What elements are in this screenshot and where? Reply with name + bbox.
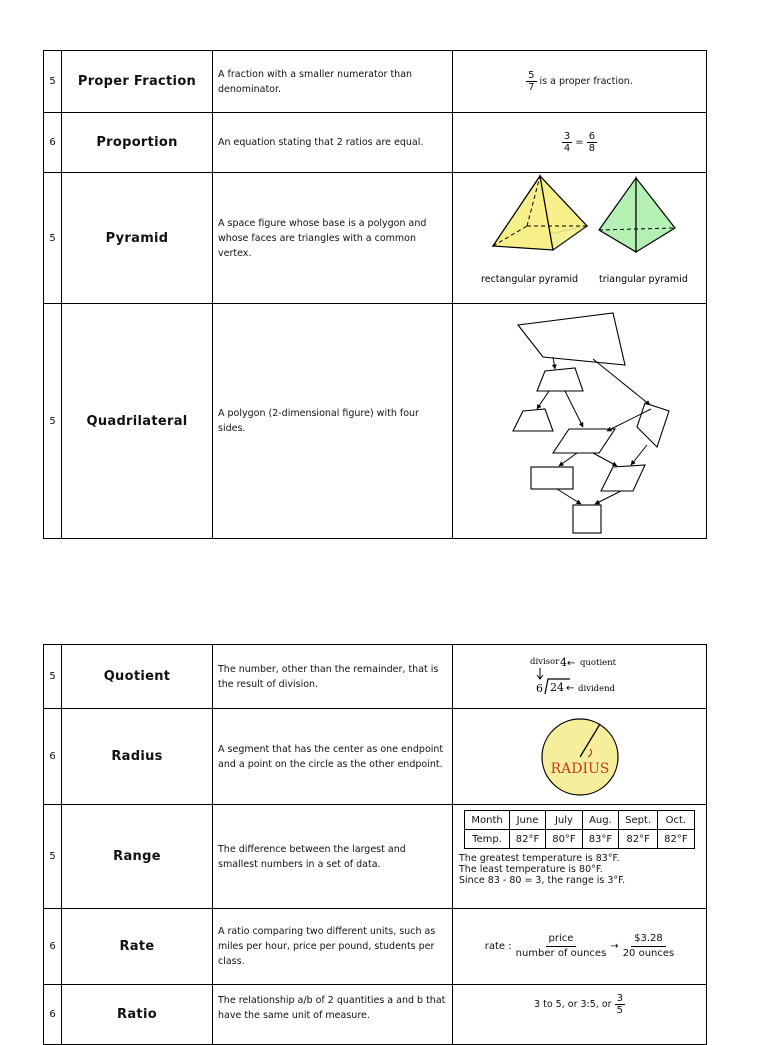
trapezoid-small-shape [513, 409, 553, 431]
equals-sign: = [575, 137, 584, 148]
example-cell [453, 304, 707, 539]
example-cell [453, 173, 707, 304]
table-cell: Sept. [619, 811, 658, 830]
table-row [44, 909, 707, 985]
temperature-table [464, 810, 694, 849]
table-cell: 80°F [546, 830, 582, 849]
radius-label: RADIUS [550, 760, 609, 777]
grade-cell: 6 [44, 113, 62, 173]
term-cell: Range [62, 805, 213, 909]
rhombus-shape [601, 465, 645, 491]
example-cell [453, 645, 707, 709]
long-division-diagram [520, 654, 640, 700]
fraction-denominator: 8 [588, 143, 596, 154]
grade-cell: 5 [44, 645, 62, 709]
table-row [44, 985, 707, 1045]
pyramids-illustration [453, 174, 719, 302]
dividend-label: dividend [577, 683, 615, 694]
term-cell: Quadrilateral [62, 304, 213, 539]
fraction-right [587, 131, 597, 154]
term-cell: Rate [62, 909, 213, 985]
definition-cell: A ratio comparing two different units, such as miles per hour, price per pound, students per class. [213, 909, 453, 985]
grade-cell: 6 [44, 709, 62, 805]
rectangular-pyramid-label: rectangular pyramid [481, 274, 579, 285]
quadrilateral-hierarchy-diagram [453, 305, 719, 537]
range-notes [453, 853, 706, 886]
table-cell: 82°F [658, 830, 694, 849]
quadrilateral-shape [518, 313, 625, 365]
table-cell: Month [465, 811, 509, 830]
definition-cell: A space figure whose base is a polygon and whose faces are triangles with a common vertex. [213, 173, 453, 304]
definition-cell: The relationship a/b of 2 quantities a and b that have the same unit of measure. [213, 985, 453, 1045]
table-cell: 83°F [582, 830, 618, 849]
temperature-header-row [465, 811, 694, 830]
table-row [44, 805, 707, 909]
table-cell: Oct. [658, 811, 694, 830]
dividend-arrow-icon: ← [565, 682, 574, 694]
example-cell [453, 113, 707, 173]
fraction-numerator: 6 [588, 131, 596, 142]
term-cell: Radius [62, 709, 213, 805]
example-cell [453, 51, 707, 113]
term-cell: Proportion [62, 113, 213, 173]
definition-cell: A polygon (2-dimensional figure) with four sides. [213, 304, 453, 539]
grade-cell: 6 [44, 909, 62, 985]
note-line: The greatest temperature is 83°F. [459, 853, 620, 864]
fraction-denominator: number of ounces [515, 948, 607, 959]
table-cell: June [509, 811, 545, 830]
fraction-denominator: 5 [616, 1005, 623, 1016]
fraction-numerator: price [546, 932, 577, 947]
dividend-value: 24 [549, 680, 564, 694]
example-cell [453, 909, 707, 985]
rate-example [453, 932, 706, 961]
table-cell: Temp. [465, 830, 509, 849]
fraction [526, 70, 536, 93]
rectangular-pyramid-icon [493, 176, 587, 250]
term-cell: Ratio [62, 985, 213, 1045]
definition-cell: An equation stating that 2 ratios are equal. [213, 113, 453, 173]
rectangle-shape [531, 467, 573, 489]
definition-cell: A fraction with a smaller numerator than denominator. [213, 51, 453, 113]
grade-cell: 5 [44, 805, 62, 909]
quotient-label: quotient [579, 657, 616, 668]
fraction-left [562, 131, 572, 154]
term-cell: Quotient [62, 645, 213, 709]
fraction-numerator: 3 [563, 131, 571, 142]
fraction-denominator: 20 ounces [622, 948, 675, 959]
table-row [44, 645, 707, 709]
quotient-value: 4 [559, 655, 567, 669]
triangular-pyramid-icon [599, 178, 675, 252]
fraction-denominator: 7 [528, 82, 535, 93]
grade-cell: 5 [44, 51, 62, 113]
fraction-numerator: 3 [616, 993, 623, 1004]
term-cell: Proper Fraction [62, 51, 213, 113]
rate-value-fraction [623, 932, 675, 961]
definition-cell: A segment that has the center as one endpoint and a point on the circle as the other endpoint. [213, 709, 453, 805]
triangular-pyramid-label: triangular pyramid [599, 274, 688, 285]
ratio-example-text: 3 to 5, or 3:5, or [534, 999, 615, 1010]
grade-cell: 5 [44, 173, 62, 304]
fraction [615, 993, 625, 1016]
table-cell: 82°F [619, 830, 658, 849]
table-cell: July [546, 811, 582, 830]
rate-prefix: rate : [484, 941, 512, 952]
fraction-numerator: 5 [528, 70, 535, 81]
fraction-numerator: $3.28 [631, 932, 666, 947]
example-cell [453, 985, 707, 1045]
table-row [44, 709, 707, 805]
example-text: is a proper fraction. [536, 76, 633, 87]
definition-cell: The difference between the largest and smallest numbers in a set of data. [213, 805, 453, 909]
table-row [44, 51, 707, 113]
right-arrow-icon: → [610, 941, 619, 952]
kite-shape [637, 403, 669, 447]
fraction-denominator: 4 [563, 143, 571, 154]
divisor-label: divisor [529, 656, 559, 667]
grade-cell: 5 [44, 304, 62, 539]
example-cell [453, 805, 707, 909]
example-cell [453, 709, 707, 805]
trapezoid-shape [537, 368, 583, 391]
table-row [44, 173, 707, 304]
quotient-arrow-icon: ← [566, 657, 575, 669]
grade-cell: 6 [44, 985, 62, 1045]
definition-cell: The number, other than the remainder, that is the result of division. [213, 645, 453, 709]
vocab-table-2 [43, 644, 707, 1045]
rate-fraction [516, 932, 607, 961]
parallelogram-shape [553, 429, 615, 453]
table-row [44, 304, 707, 539]
vocab-table-1 [43, 50, 707, 539]
radius-circle-illustration [538, 715, 622, 799]
table-cell: 82°F [509, 830, 545, 849]
table-row [44, 113, 707, 173]
table-cell: Aug. [582, 811, 618, 830]
temperature-value-row [465, 830, 694, 849]
note-line: The least temperature is 80°F. [459, 864, 603, 875]
note-line: Since 83 - 80 = 3, the range is 3°F. [459, 875, 626, 886]
divisor-value: 6 [535, 681, 543, 695]
square-shape [573, 505, 601, 533]
term-cell: Pyramid [62, 173, 213, 304]
